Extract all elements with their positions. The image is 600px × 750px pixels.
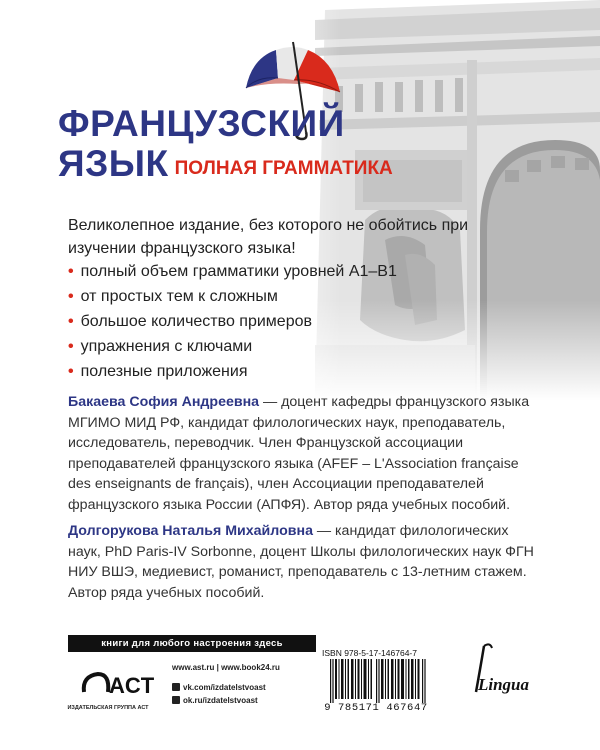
feature-list — [68, 262, 538, 387]
author-description: — доцент кафедры французского языка МГИМО МИД РФ, кандидат филологических наук, преподаватель, исследователь, переводчик. Член Французской ассоциации преподавателей французского языка (AFEF – L'Association française des enseignants de français), член Ассоциации преподавателей французского языка России (АПФЯ). Автор ряда учебных пособий. — [68, 394, 530, 513]
author-name: Бакаева София Андреевна — [68, 394, 260, 410]
list-item: • от простых тем к сложным — [68, 288, 278, 305]
list-item: • полный объем грамматики уровней А1–В1 — [68, 263, 397, 280]
barcode — [330, 659, 426, 703]
barcode-digits: 9 785171 467647 — [324, 702, 428, 714]
ok-icon — [172, 696, 180, 704]
book-title — [58, 104, 393, 184]
list-item: • большое количество примеров — [68, 313, 312, 330]
book-subtitle: ПОЛНАЯ ГРАММАТИКА — [174, 158, 393, 179]
author-bio-1 — [68, 392, 543, 515]
title-line-1: ФРАНЦУЗСКИЙ — [58, 103, 345, 144]
isbn-block — [322, 648, 430, 716]
ok-link[interactable]: ok.ru/izdatelstvoast — [172, 695, 280, 708]
bullet-marker: • — [68, 313, 74, 330]
intro-text: Великолепное издание, без которого не обойтись при изучении французского языка! — [68, 217, 469, 257]
logo-text: ACT — [109, 673, 155, 698]
website-links[interactable]: www.ast.ru | www.book24.ru — [172, 663, 280, 672]
author-name: Долгорукова Наталья Михайловна — [68, 523, 313, 539]
tagline-band: книги для любого настроения здесь — [68, 635, 316, 652]
lingua-imprint-logo — [470, 640, 540, 700]
bullet-marker: • — [68, 288, 74, 305]
bullet-marker: • — [68, 338, 74, 355]
author-bio-2 — [68, 521, 543, 603]
title-line-2: ЯЗЫК — [58, 143, 169, 184]
imprint-name: Lingua — [478, 675, 530, 694]
vk-link[interactable]: vk.com/izdatelstvoast — [172, 682, 280, 695]
list-item: • упражнения с ключами — [68, 338, 253, 355]
list-item: • полезные приложения — [68, 363, 248, 380]
vk-icon — [172, 683, 180, 691]
publisher-links — [172, 662, 280, 708]
ast-logo — [78, 662, 155, 702]
bullet-marker: • — [68, 363, 74, 380]
isbn-number: ISBN 978-5-17-146764-7 — [322, 648, 417, 658]
bullet-marker: • — [68, 263, 74, 280]
author-description: — кандидат филологических наук, PhD Paris-IV Sorbonne, доцент Школы филологических наук ФГН НИУ ВШЭ, медиевист, романист, преподаватель с 13-летним стажем. Автор ряда учебных пособий. — [68, 523, 534, 601]
publisher-name: ИЗДАТЕЛЬСКАЯ ГРУППА АСТ — [67, 705, 149, 711]
